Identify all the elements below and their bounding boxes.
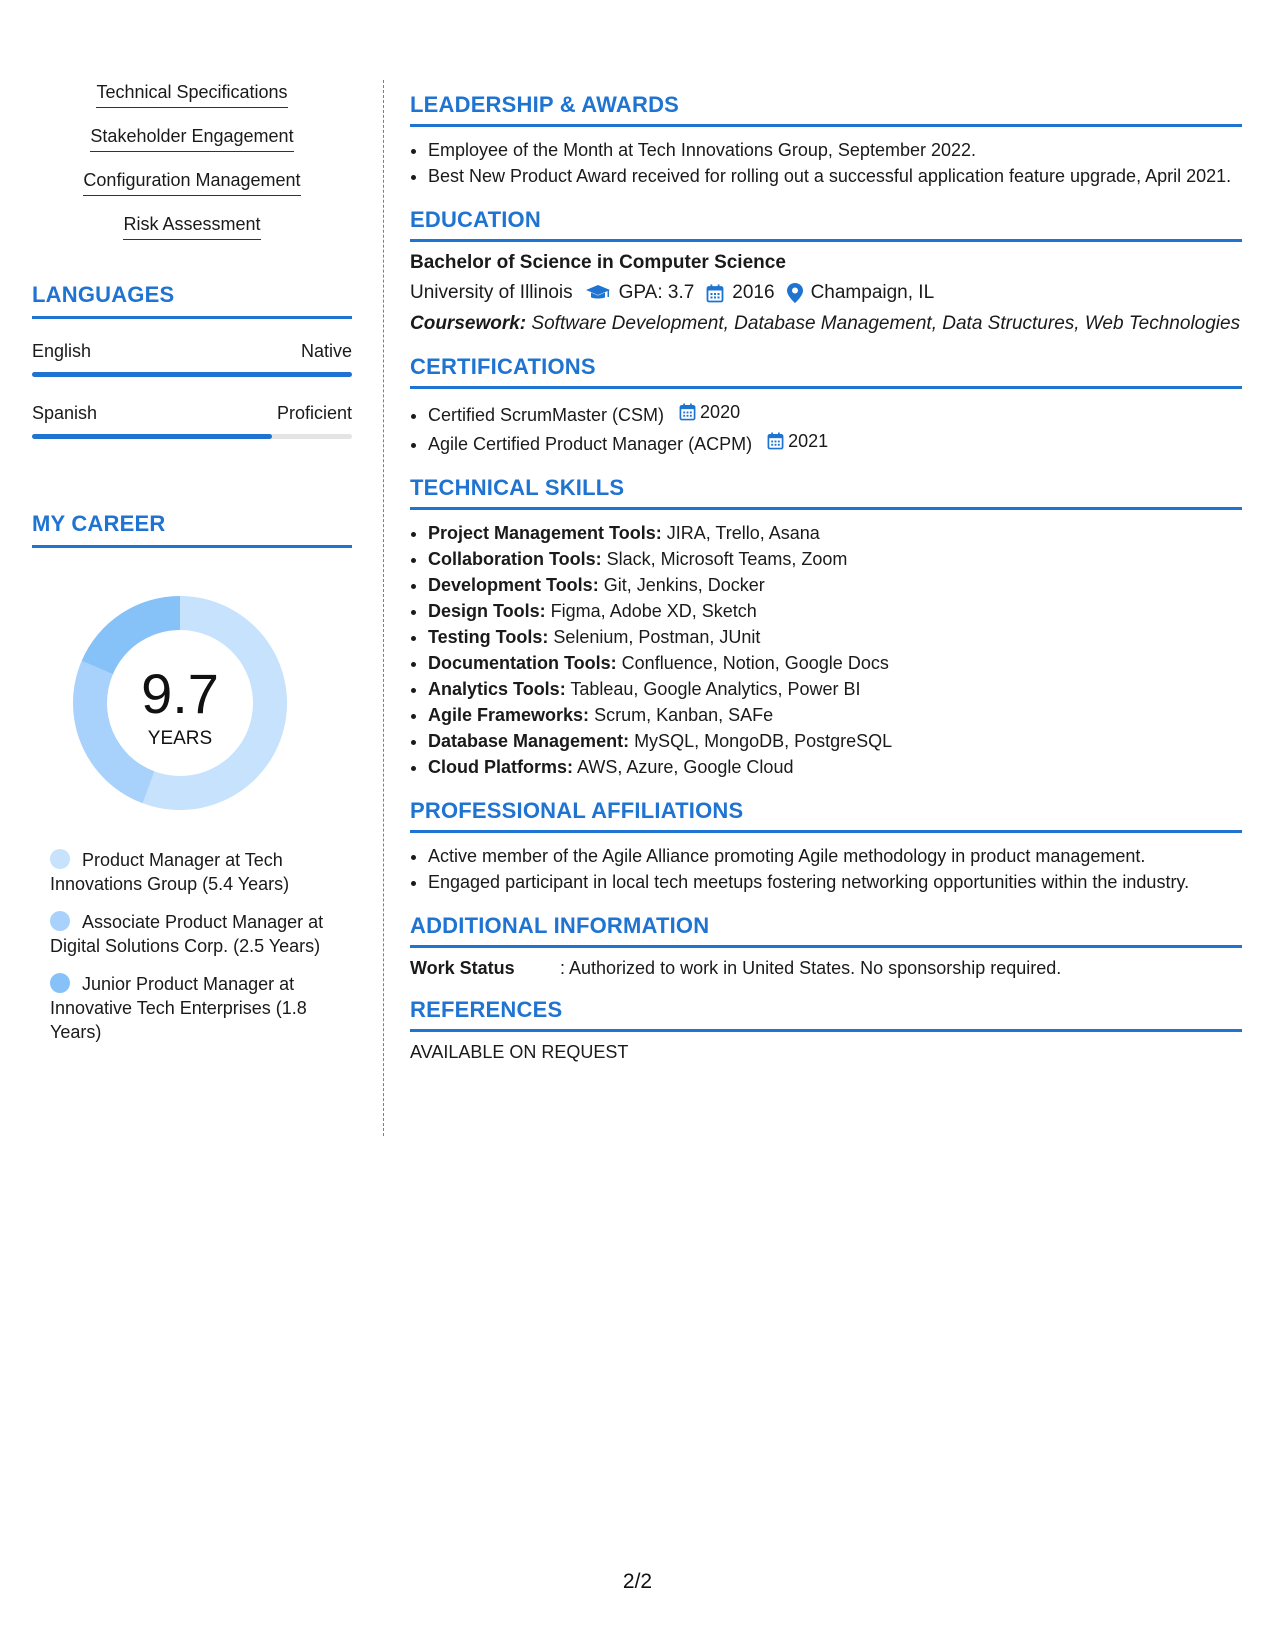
gpa: GPA: 3.7 xyxy=(618,282,695,303)
references-section xyxy=(410,997,1242,1063)
main-content xyxy=(410,92,1242,1081)
calendar-icon xyxy=(706,284,724,303)
list-item xyxy=(428,399,1242,428)
list-item: • Design Tools: Figma, Adobe XD, Sketch xyxy=(428,598,1242,624)
certification-name: Agile Certified Product Manager (ACPM) xyxy=(428,434,753,454)
career-item: Associate Product Manager at Digital Solutions Corp. (2.5 Years) xyxy=(50,912,324,956)
work-status-value: : Authorized to work in United States. No sponsorship required. xyxy=(560,958,1062,978)
affiliations-list xyxy=(410,843,1242,895)
list-item: • Active member of the Agile Alliance promoting Agile methodology in product management. xyxy=(428,843,1242,869)
certifications-section xyxy=(410,354,1242,457)
list-item: • Best New Product Award received for rolling out a successful application feature upgrade, April 2021. xyxy=(428,163,1242,189)
language-level: Native xyxy=(300,341,352,361)
sidebar xyxy=(32,82,352,1058)
coursework-list: Software Development, Database Management, Data Structures, Web Technologies xyxy=(526,313,1241,334)
coursework xyxy=(410,312,1242,336)
certification-year: 2020 xyxy=(700,402,741,422)
skill-tags xyxy=(32,82,352,240)
list-item: • Engaged participant in local tech meetups fostering networking opportunities within the industry. xyxy=(428,869,1242,895)
language-bar xyxy=(32,434,352,439)
coursework-label: Coursework: xyxy=(410,313,527,334)
career-item: Junior Product Manager at Innovative Tech Enterprises (1.8 Years) xyxy=(50,974,307,1042)
list-item: • Development Tools: Git, Jenkins, Docker xyxy=(428,572,1242,598)
graduation-year: 2016 xyxy=(732,282,775,303)
list-item: • Database Management: MySQL, MongoDB, PostgreSQL xyxy=(428,728,1242,754)
education-details xyxy=(410,282,1242,304)
certifications-heading: CERTIFICATIONS xyxy=(410,354,1242,389)
leadership-heading: LEADERSHIP & AWARDS xyxy=(410,92,1242,127)
language-item xyxy=(32,403,352,439)
technical-skills-section xyxy=(410,475,1242,780)
language-name: Spanish xyxy=(32,403,98,423)
calendar-icon xyxy=(679,403,696,421)
list-item: • Employee of the Month at Tech Innovations Group, September 2022. xyxy=(428,137,1242,163)
leadership-section xyxy=(410,92,1242,189)
languages-section xyxy=(32,282,352,439)
career-heading: MY CAREER xyxy=(32,511,352,548)
certification-year: 2021 xyxy=(788,431,829,451)
work-status-label: Work Status xyxy=(410,958,515,978)
language-name: English xyxy=(32,341,92,361)
leadership-list xyxy=(410,137,1242,189)
technical-skills-list xyxy=(410,520,1242,780)
list-item: • Analytics Tools: Tableau, Google Analytics, Power BI xyxy=(428,676,1242,702)
career-section xyxy=(32,511,352,1044)
education-heading: EDUCATION xyxy=(410,207,1242,242)
work-status-row xyxy=(410,958,1242,979)
language-item xyxy=(32,341,352,377)
page-number: 2/2 xyxy=(622,1570,653,1593)
column-divider xyxy=(383,80,384,1136)
language-level: Proficient xyxy=(276,403,352,423)
career-total: 9.7 xyxy=(141,662,219,725)
references-text: AVAILABLE ON REQUEST xyxy=(410,1042,629,1062)
skill-tag: Technical Specifications xyxy=(32,82,352,108)
language-bar-fill xyxy=(32,434,272,439)
skill-tag: Risk Assessment xyxy=(32,214,352,240)
references-heading: REFERENCES xyxy=(410,997,1242,1032)
language-bar xyxy=(32,372,352,377)
list-item: • Agile Frameworks: Scrum, Kanban, SAFe xyxy=(428,702,1242,728)
additional-info-heading: ADDITIONAL INFORMATION xyxy=(410,913,1242,948)
list-item xyxy=(428,428,1242,457)
certifications-list xyxy=(410,399,1242,457)
list-item: • Collaboration Tools: Slack, Microsoft Teams, Zoom xyxy=(428,546,1242,572)
graduation-cap-icon xyxy=(585,284,611,302)
skill-tag: Stakeholder Engagement xyxy=(32,126,352,152)
career-donut xyxy=(65,588,295,818)
list-item: • Cloud Platforms: AWS, Azure, Google Cloud xyxy=(428,754,1242,780)
career-item: Product Manager at Tech Innovations Group (5.4 Years) xyxy=(50,850,290,894)
affiliations-section xyxy=(410,798,1242,895)
school-name: University of Illinois xyxy=(410,282,573,303)
skill-tag: Configuration Management xyxy=(32,170,352,196)
career-dot xyxy=(50,849,70,869)
affiliations-heading: PROFESSIONAL AFFILIATIONS xyxy=(410,798,1242,833)
additional-info-section xyxy=(410,913,1242,979)
certification-name: Certified ScrumMaster (CSM) xyxy=(428,405,665,425)
career-dot xyxy=(50,973,70,993)
languages-heading: LANGUAGES xyxy=(32,282,352,319)
technical-skills-heading: TECHNICAL SKILLS xyxy=(410,475,1242,510)
career-unit: YEARS xyxy=(147,728,213,749)
language-bar-fill xyxy=(32,372,352,377)
list-item: • Project Management Tools: JIRA, Trello, Asana xyxy=(428,520,1242,546)
degree-title: Bachelor of Science in Computer Science xyxy=(410,252,786,273)
location-pin-icon xyxy=(787,283,803,303)
list-item: • Documentation Tools: Confluence, Notion, Google Docs xyxy=(428,650,1242,676)
school-location: Champaign, IL xyxy=(810,282,935,303)
certification-date xyxy=(767,428,828,454)
list-item: • Testing Tools: Selenium, Postman, JUnit xyxy=(428,624,1242,650)
career-legend xyxy=(32,848,352,1044)
career-dot xyxy=(50,911,70,931)
education-section xyxy=(410,207,1242,336)
calendar-icon xyxy=(767,432,784,450)
certification-date xyxy=(679,399,740,425)
